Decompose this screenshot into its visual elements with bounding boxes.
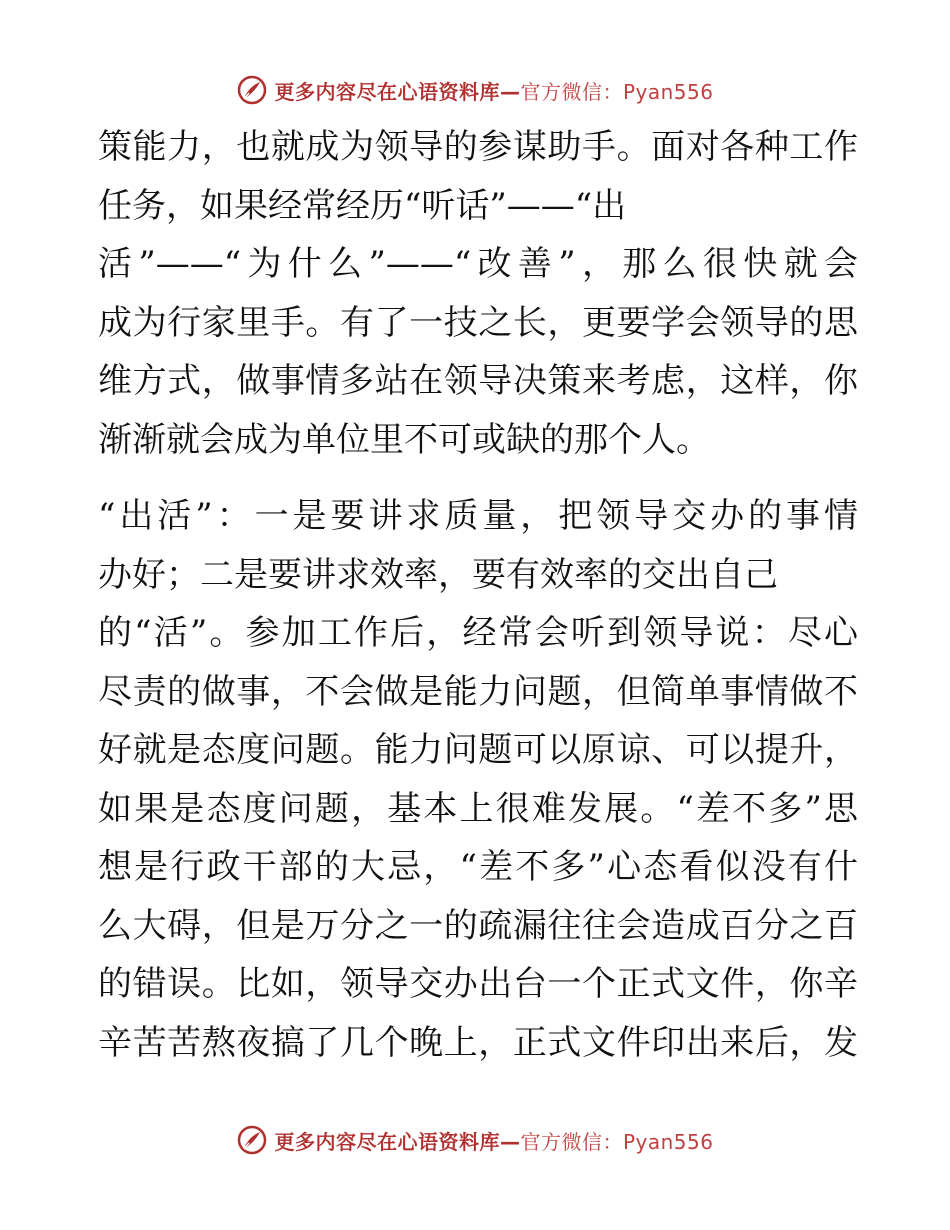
text-line: 尽责的做事，不会做是能力问题，但简单事情做不 xyxy=(98,671,858,712)
watermark-site-text: 更多内容尽在心语资料库 xyxy=(274,79,500,104)
watermark-text xyxy=(274,76,713,105)
footer-watermark xyxy=(0,1120,950,1160)
header-watermark xyxy=(0,70,950,110)
text-line: 辛苦苦熬夜搞了几个晚上，正式文件印出来后，发 xyxy=(98,1022,858,1063)
text-line: 成为行家里手。有了一技之长，更要学会领导的思 xyxy=(98,302,858,343)
document-body xyxy=(98,118,858,1072)
text-line: 的“活”。参加工作后，经常会听到领导说：尽心 xyxy=(98,613,858,653)
watermark-separator: — xyxy=(499,1129,521,1154)
text-line: 活”——“为什么”——“改善”，那么很快就会 xyxy=(98,244,858,284)
paragraph-2 xyxy=(98,487,858,1072)
watermark-separator: — xyxy=(499,79,521,104)
paragraph-1 xyxy=(98,118,858,469)
text-line: 渐渐就会成为单位里不可或缺的那个人。 xyxy=(98,419,710,460)
text-line: 如果是态度问题，基本上很难发展。“差不多”思 xyxy=(98,788,858,829)
quill-seal-icon xyxy=(236,74,268,106)
text-line: 么大碍，但是万分之一的疏漏往往会造成百分之百 xyxy=(98,905,858,946)
text-line: 办好；二是要讲求效率，要有效率的交出自己 xyxy=(98,554,778,595)
quill-seal-icon xyxy=(236,1124,268,1156)
text-line: “出活”：一是要讲求质量，把领导交办的事情 xyxy=(98,496,858,536)
watermark-wechat-text: 官方微信：Pyan556 xyxy=(520,79,714,104)
text-line: 好就是态度问题。能力问题可以原谅、可以提升， xyxy=(98,730,858,770)
text-line: 策能力，也就成为领导的参谋助手。面对各种工作 xyxy=(98,127,858,167)
text-line: 维方式，做事情多站在领导决策来考虑，这样，你 xyxy=(98,361,858,401)
watermark-wechat-text: 官方微信：Pyan556 xyxy=(520,1129,714,1154)
text-line: 想是行政干部的大忌，“差不多”心态看似没有什 xyxy=(98,847,858,887)
watermark-site-text: 更多内容尽在心语资料库 xyxy=(274,1129,500,1154)
text-line: 的错误。比如，领导交办出台一个正式文件，你辛 xyxy=(98,964,858,1004)
watermark-text xyxy=(274,1126,713,1155)
text-line: 任务，如果经常经历“听话”——“出 xyxy=(98,185,627,226)
